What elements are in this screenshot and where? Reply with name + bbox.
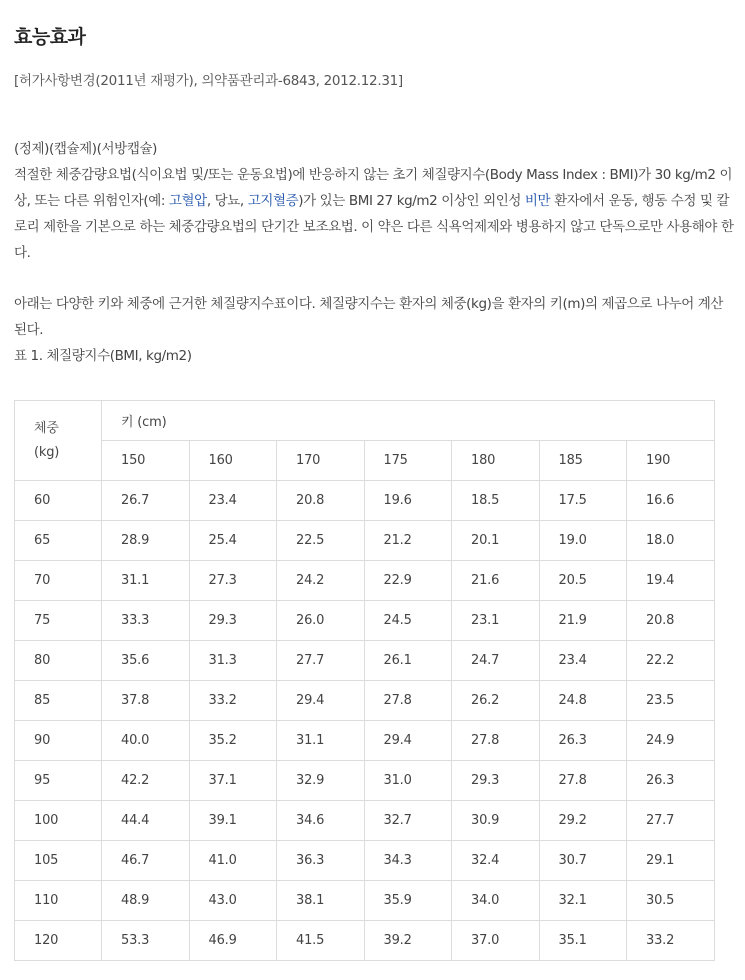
dosage-form-line: (정제)(캡슐제)(서방캡슐) — [14, 141, 157, 157]
bmi-value-cell: 46.7 — [102, 841, 190, 881]
bmi-value-cell: 26.3 — [627, 761, 715, 801]
weight-cell: 95 — [15, 761, 102, 801]
table-caption: 표 1. 체질량지수(BMI, kg/m2) — [14, 348, 192, 364]
bmi-value-cell: 37.0 — [452, 921, 540, 961]
bmi-value-cell: 41.0 — [189, 841, 277, 881]
bmi-value-cell: 44.4 — [102, 801, 190, 841]
bmi-value-cell: 19.0 — [539, 521, 627, 561]
weight-cell: 65 — [15, 521, 102, 561]
bmi-value-cell: 18.0 — [627, 521, 715, 561]
obesity-link[interactable]: 비만 — [524, 193, 551, 209]
bmi-value-cell: 33.2 — [627, 921, 715, 961]
weight-cell: 100 — [15, 801, 102, 841]
weight-cell: 60 — [15, 481, 102, 521]
bmi-value-cell: 23.4 — [189, 481, 277, 521]
height-header-cell: 160 — [189, 441, 277, 481]
indication-text-2: , 당뇨, — [206, 193, 248, 209]
bmi-value-cell: 23.1 — [452, 601, 540, 641]
weight-column-header — [15, 401, 102, 481]
bmi-value-cell: 36.3 — [277, 841, 365, 881]
bmi-value-cell: 43.0 — [189, 881, 277, 921]
bmi-value-cell: 24.2 — [277, 561, 365, 601]
bmi-value-cell: 23.5 — [627, 681, 715, 721]
bmi-value-cell: 27.3 — [189, 561, 277, 601]
bmi-value-cell: 33.2 — [189, 681, 277, 721]
bmi-value-cell: 30.5 — [627, 881, 715, 921]
weight-cell: 85 — [15, 681, 102, 721]
bmi-table-body — [15, 481, 715, 961]
weight-header-label: 체중 — [34, 420, 59, 436]
bmi-value-cell: 29.2 — [539, 801, 627, 841]
height-header-cell: 185 — [539, 441, 627, 481]
height-values-row — [15, 441, 715, 481]
bmi-value-cell: 16.6 — [627, 481, 715, 521]
bmi-value-cell: 26.7 — [102, 481, 190, 521]
bmi-value-cell: 31.1 — [277, 721, 365, 761]
indication-text-3: )가 있는 BMI 27 kg/m2 이상인 외인성 — [298, 193, 525, 209]
bmi-value-cell: 25.4 — [189, 521, 277, 561]
bmi-value-cell: 29.3 — [189, 601, 277, 641]
height-header-cell: 170 — [277, 441, 365, 481]
bmi-value-cell: 31.1 — [102, 561, 190, 601]
bmi-value-cell: 17.5 — [539, 481, 627, 521]
page-title: 효능효과 — [14, 26, 86, 48]
height-column-header: 키 (cm) — [102, 401, 715, 441]
bmi-value-cell: 26.1 — [364, 641, 452, 681]
bmi-value-cell: 26.3 — [539, 721, 627, 761]
table-row — [15, 881, 715, 921]
weight-cell: 110 — [15, 881, 102, 921]
weight-cell: 80 — [15, 641, 102, 681]
bmi-value-cell: 34.0 — [452, 881, 540, 921]
bmi-value-cell: 19.6 — [364, 481, 452, 521]
table-row — [15, 481, 715, 521]
bmi-value-cell: 23.4 — [539, 641, 627, 681]
bmi-value-cell: 19.4 — [627, 561, 715, 601]
bmi-value-cell: 24.7 — [452, 641, 540, 681]
height-header-cell: 190 — [627, 441, 715, 481]
bmi-value-cell: 41.5 — [277, 921, 365, 961]
bmi-value-cell: 27.7 — [277, 641, 365, 681]
bmi-value-cell: 29.3 — [452, 761, 540, 801]
table-row — [15, 761, 715, 801]
bmi-value-cell: 31.0 — [364, 761, 452, 801]
bmi-value-cell: 33.3 — [102, 601, 190, 641]
table-header-row — [15, 401, 715, 441]
bmi-value-cell: 38.1 — [277, 881, 365, 921]
bmi-value-cell: 20.8 — [277, 481, 365, 521]
table-row — [15, 841, 715, 881]
bmi-value-cell: 24.8 — [539, 681, 627, 721]
weight-cell: 70 — [15, 561, 102, 601]
height-header-cell: 175 — [364, 441, 452, 481]
indication-text-4: 환자에서 운동, 행동 수정 및 칼로리 제한을 기본으로 하는 체중감량요법의 단기간 보조요법. 이 약은 다른 식욕억제제와 병용하지 않고 단독으로만 사용해야 한다. — [14, 193, 734, 261]
indication-paragraph — [14, 162, 734, 266]
bmi-value-cell: 27.8 — [452, 721, 540, 761]
bmi-value-cell: 22.2 — [627, 641, 715, 681]
bmi-value-cell: 22.5 — [277, 521, 365, 561]
bmi-value-cell: 21.9 — [539, 601, 627, 641]
bmi-value-cell: 35.9 — [364, 881, 452, 921]
weight-cell: 75 — [15, 601, 102, 641]
efficacy-content — [14, 136, 734, 369]
bmi-value-cell: 22.9 — [364, 561, 452, 601]
bmi-value-cell: 20.1 — [452, 521, 540, 561]
bmi-value-cell: 46.9 — [189, 921, 277, 961]
bmi-table — [14, 400, 715, 961]
bmi-value-cell: 24.5 — [364, 601, 452, 641]
table-row — [15, 521, 715, 561]
bmi-value-cell: 32.7 — [364, 801, 452, 841]
weight-cell: 90 — [15, 721, 102, 761]
bmi-value-cell: 39.2 — [364, 921, 452, 961]
bmi-value-cell: 27.7 — [627, 801, 715, 841]
table-row — [15, 561, 715, 601]
bmi-value-cell: 40.0 — [102, 721, 190, 761]
height-header-cell: 180 — [452, 441, 540, 481]
bmi-value-cell: 21.6 — [452, 561, 540, 601]
weight-cell: 120 — [15, 921, 102, 961]
bmi-value-cell: 34.6 — [277, 801, 365, 841]
bmi-value-cell: 35.1 — [539, 921, 627, 961]
bmi-value-cell: 48.9 — [102, 881, 190, 921]
hyperlipidemia-link[interactable]: 고지혈증 — [247, 193, 299, 209]
hypertension-link[interactable]: 고혈압 — [168, 193, 207, 209]
bmi-value-cell: 27.8 — [539, 761, 627, 801]
bmi-value-cell: 28.9 — [102, 521, 190, 561]
bmi-value-cell: 53.3 — [102, 921, 190, 961]
bmi-value-cell: 39.1 — [189, 801, 277, 841]
bmi-value-cell: 37.1 — [189, 761, 277, 801]
bmi-value-cell: 21.2 — [364, 521, 452, 561]
table-row — [15, 921, 715, 961]
bmi-value-cell: 26.0 — [277, 601, 365, 641]
table-row — [15, 801, 715, 841]
table-row — [15, 601, 715, 641]
bmi-value-cell: 29.4 — [364, 721, 452, 761]
height-header-cell: 150 — [102, 441, 190, 481]
table-row — [15, 681, 715, 721]
bmi-value-cell: 32.9 — [277, 761, 365, 801]
bmi-value-cell: 30.9 — [452, 801, 540, 841]
table-row — [15, 721, 715, 761]
bmi-value-cell: 20.5 — [539, 561, 627, 601]
bmi-value-cell: 35.2 — [189, 721, 277, 761]
weight-cell: 105 — [15, 841, 102, 881]
bmi-value-cell: 29.1 — [627, 841, 715, 881]
bmi-value-cell: 27.8 — [364, 681, 452, 721]
bmi-value-cell: 34.3 — [364, 841, 452, 881]
bmi-value-cell: 42.2 — [102, 761, 190, 801]
bmi-value-cell: 35.6 — [102, 641, 190, 681]
bmi-value-cell: 32.4 — [452, 841, 540, 881]
bmi-value-cell: 24.9 — [627, 721, 715, 761]
bmi-explanation: 아래는 다양한 키와 체중에 근거한 체질량지수표이다. 체질량지수는 환자의 체중(kg)을 환자의 키(m)의 제곱으로 나누어 계산된다. — [14, 296, 724, 338]
bmi-value-cell: 18.5 — [452, 481, 540, 521]
paragraph-gap — [14, 266, 734, 291]
bmi-value-cell: 20.8 — [627, 601, 715, 641]
bmi-value-cell: 30.7 — [539, 841, 627, 881]
table-row — [15, 641, 715, 681]
bmi-value-cell: 31.3 — [189, 641, 277, 681]
revision-note: [허가사항변경(2011년 재평가), 의약품관리과-6843, 2012.12.31] — [14, 73, 403, 89]
bmi-value-cell: 37.8 — [102, 681, 190, 721]
bmi-value-cell: 26.2 — [452, 681, 540, 721]
weight-header-unit: (kg) — [34, 444, 60, 460]
bmi-value-cell: 29.4 — [277, 681, 365, 721]
indication-text-1: 적절한 체중감량요법(식이요법 및/또는 운동요법)에 반응하지 않는 초기 체질량지수(Body Mass Index : BMI)가 30 kg/m2 이상, 또는 다른 위험인자(예: — [14, 167, 733, 209]
bmi-value-cell: 32.1 — [539, 881, 627, 921]
